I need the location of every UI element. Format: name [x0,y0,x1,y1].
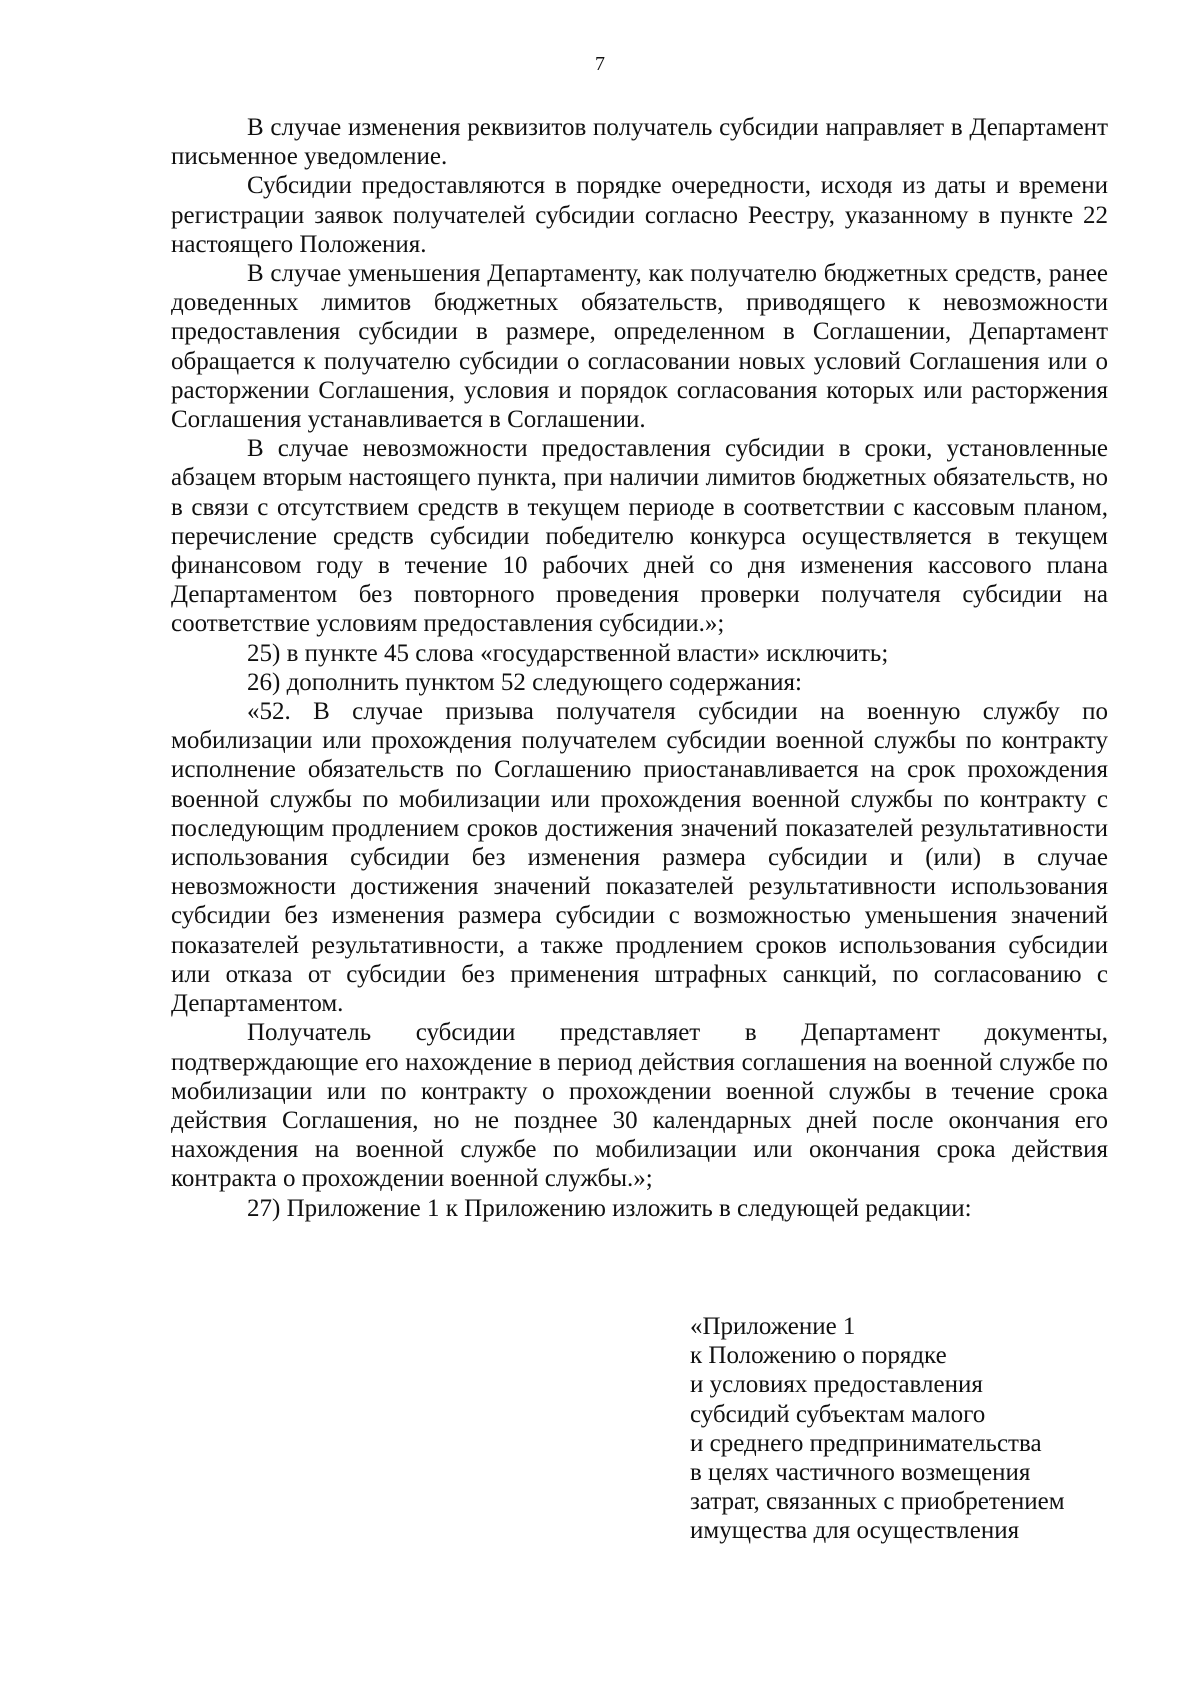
paragraph-item-25: 25) в пункте 45 слова «государственной власти» исключить; [247,639,889,667]
paragraph-recipient-documents: Получатель субсидии представляет в Департамент документы, подтверждающие его нахождение в период действия соглашения на военной службе по мобилизации или по контракту о прохождении военной службы в течение срока действия Соглашения, но не позднее 30 календарных дней после окончания его нахождения на военной службе по мобилизации или окончания срока действия контракта о прохождении военной службы.»; [171,1019,1108,1193]
paragraph-limits-reduction: В случае уменьшения Департаменту, как получателю бюджетных средств, ранее доведенных лимитов бюджетных обязательств, приводящего к невозможности предоставления субсидии в размере, определенном в Соглашении, Департамент обращается к получателю субсидии о согласовании новых условий Соглашения или о расторжении Соглашения, условия и порядок согласования которых или расторжения Соглашения устанавливается в Соглашении. [171,260,1108,434]
paragraph-requisites-change: В случае изменения реквизитов получатель субсидии направляет в Департамент письменное уведомление. [171,114,1108,171]
document-body [171,113,1108,1223]
paragraph-subsidy-order: Субсидии предоставляются в порядке очередности, исходя из даты и времени регистрации заявок получателей субсидии согласно Реестру, указанному в пункте 22 настоящего Положения. [171,172,1108,258]
page-number: 7 [595,53,605,75]
appendix-line: в целях частичного возмещения [690,1459,1031,1487]
appendix-line: затрат, связанных с приобретением [690,1488,1065,1516]
paragraph-item-26: 26) дополнить пунктом 52 следующего содержания: [247,668,802,696]
paragraph-clause-52: «52. В случае призыва получателя субсидии на военную службу по мобилизации или прохождения получателем субсидии военной службы по контракту исполнение обязательств по Соглашению приостанавливается на срок прохождения военной службы по мобилизации или прохождения военной службы по контракту с последующим продлением сроков достижения значений показателей результативности использования субсидии без изменения размера субсидии и (или) в случае невозможности достижения значений показателей результативности использования субсидии без изменения размера субсидии с возможностью уменьшения значений показателей результативности, а также продлением сроков использования субсидии или отказа от субсидии без применения штрафных санкций, по согласованию с Департаментом. [171,698,1108,1018]
appendix-header [690,1312,1110,1546]
appendix-line: «Приложение 1 [690,1313,856,1340]
appendix-line: к Положению о порядке [690,1342,947,1370]
paragraph-funds-absence: В случае невозможности предоставления субсидии в сроки, установленные абзацем вторым настоящего пункта, при наличии лимитов бюджетных обязательств, но в связи с отсутствием средств в текущем периоде в соответствии с кассовым планом, перечисление средств субсидии победителю конкурса осуществляется в текущем финансовом году в течение 10 рабочих дней со дня изменения кассового плана Департаментом без повторного проведения проверки получателя субсидии на соответствие условиям предоставления субсидии.»; [171,435,1108,638]
paragraph-item-27: 27) Приложение 1 к Приложению изложить в следующей редакции: [247,1194,972,1222]
appendix-line: имущества для осуществления [690,1517,1020,1545]
appendix-line: и условиях предоставления [690,1371,983,1399]
appendix-line: субсидий субъектам малого [690,1400,986,1428]
appendix-line: и среднего предпринимательства [690,1429,1042,1457]
